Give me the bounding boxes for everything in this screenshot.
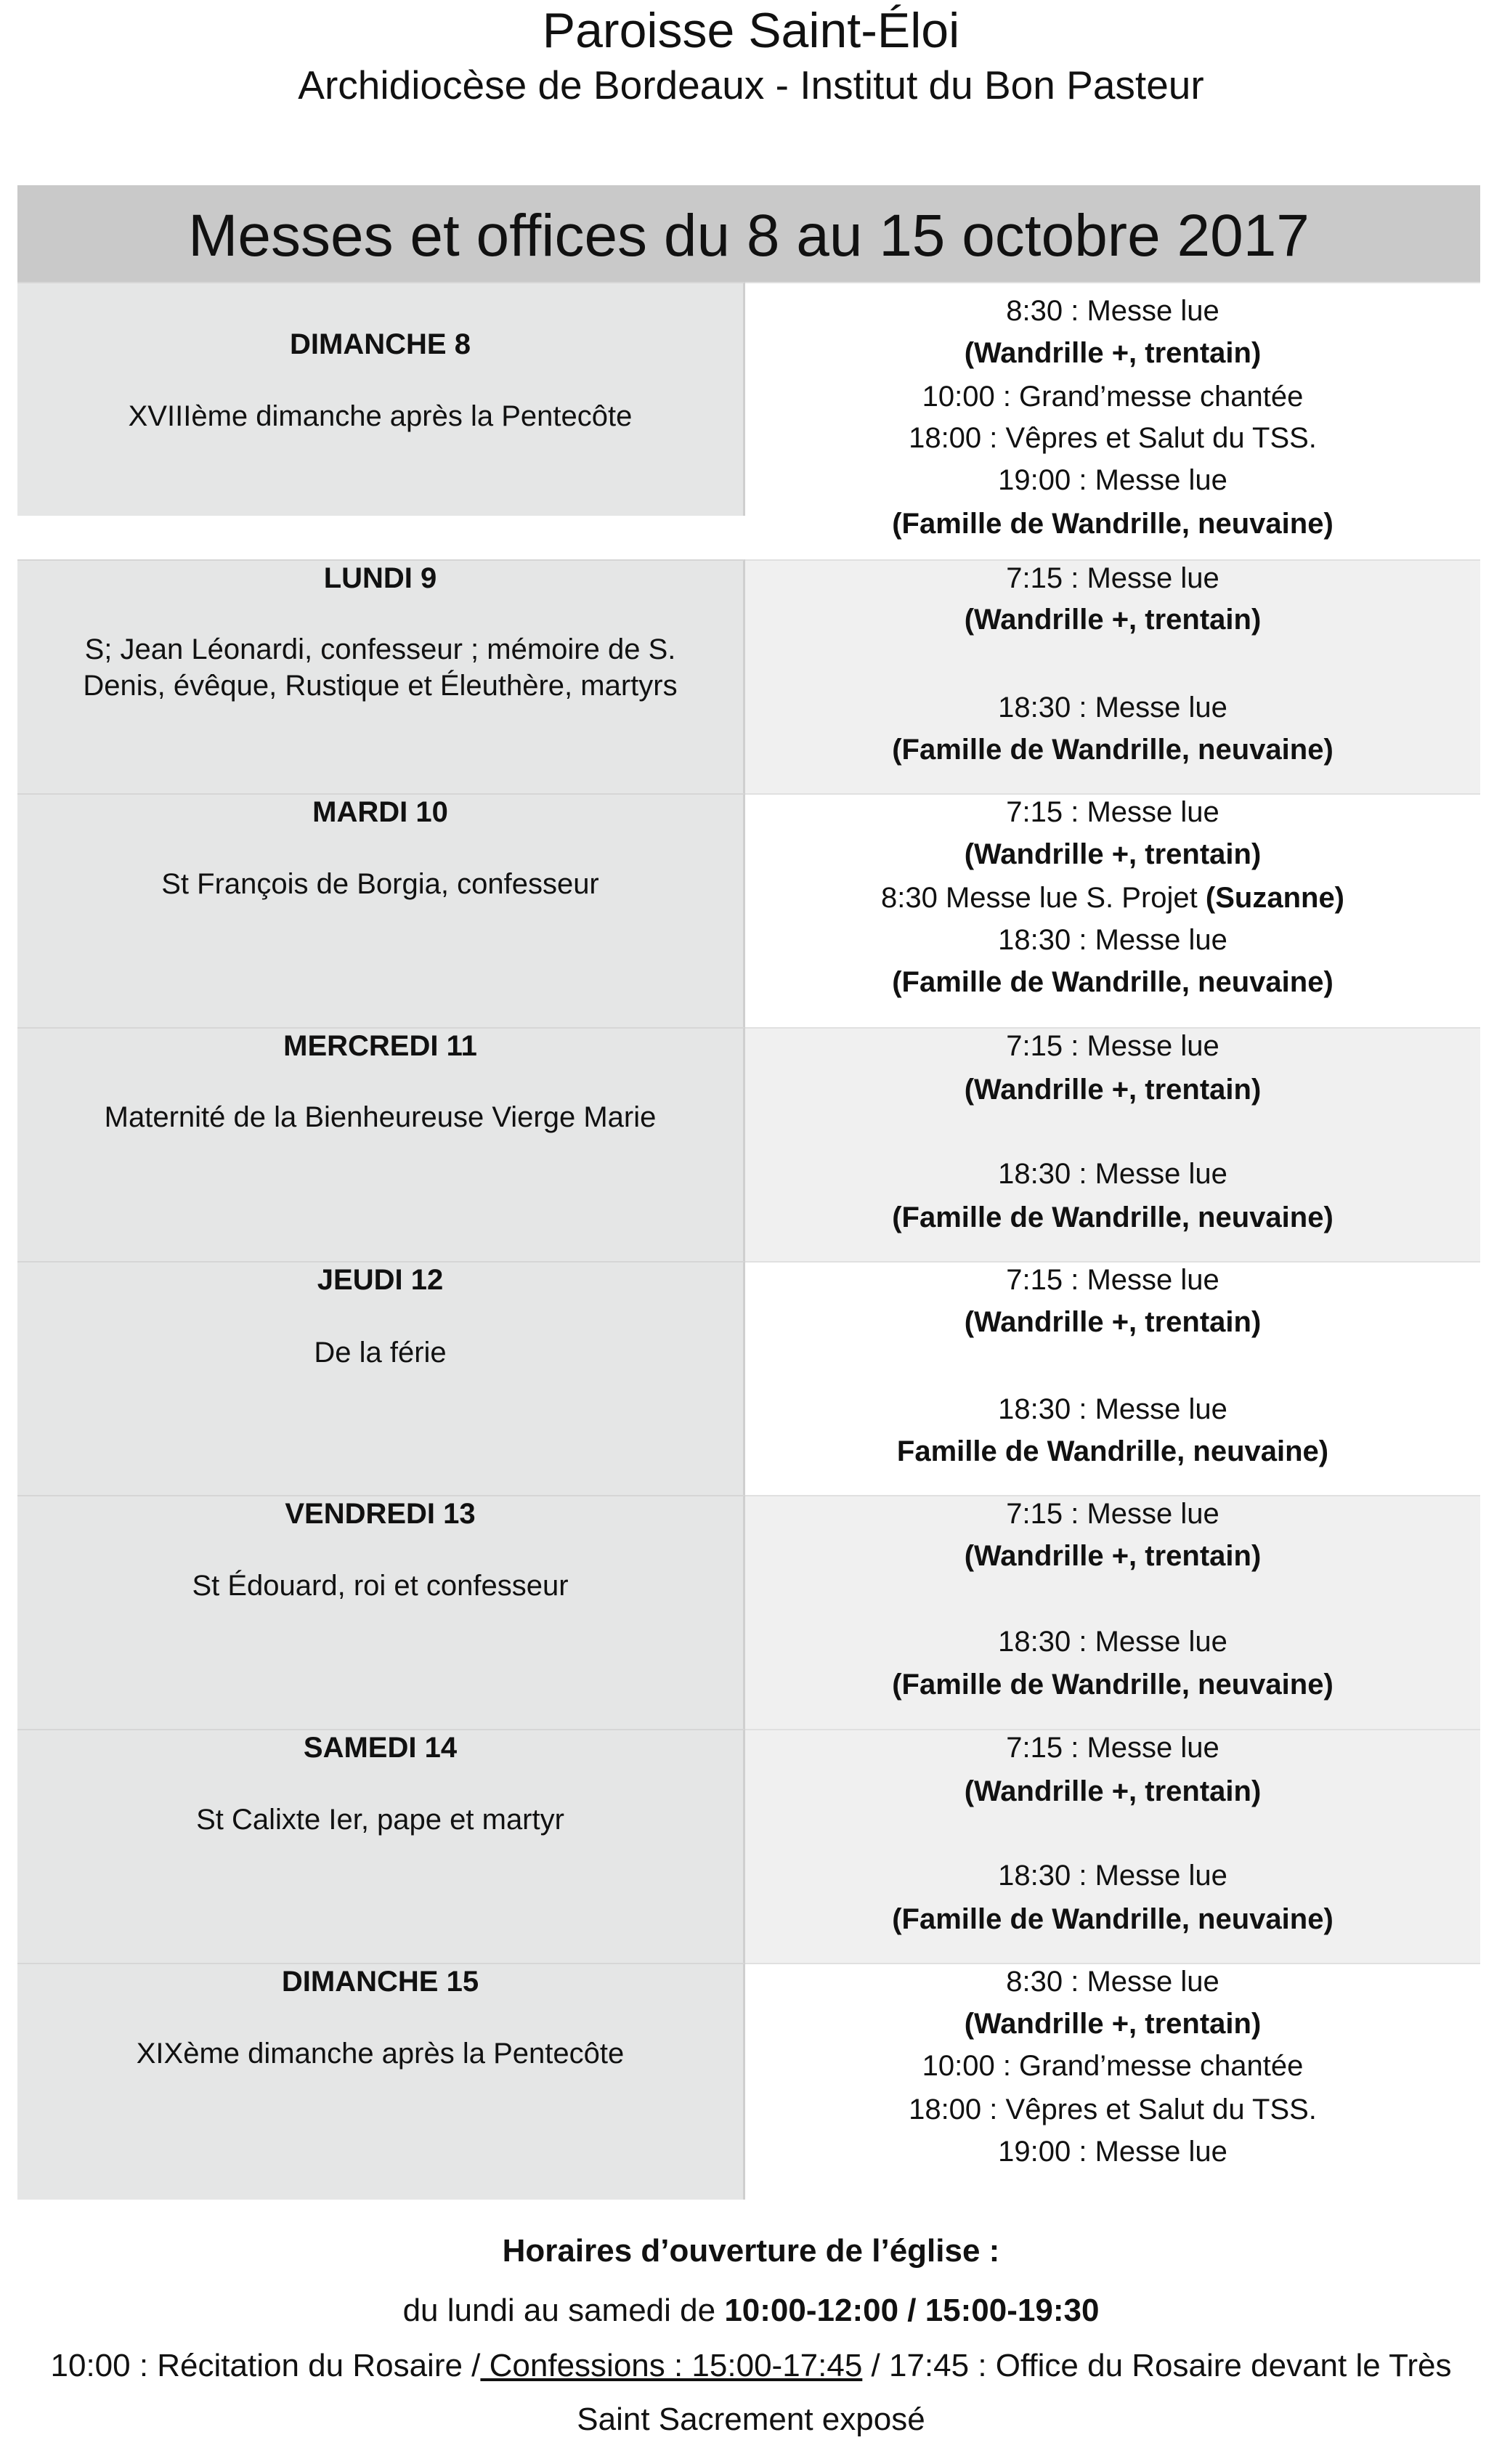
service-intention: (Famille de Wandrille, neuvaine) [892,734,1333,766]
service-line: 7:15 : Messe lue [1006,1498,1219,1530]
service-line: 18:30 : Messe lue [998,1393,1227,1425]
service-line-with-intention [745,880,1480,915]
service-line: 8:30 : Messe lue [1006,295,1219,327]
day-name: DIMANCHE 15 [281,1966,479,1998]
feast-name: Maternité de la Bienheureuse Vierge Marie [104,1101,657,1133]
day-row-dimanche-8 [17,282,1480,540]
rosary-recitation: 10:00 : Récitation du Rosaire / [50,2348,481,2383]
day-cell [17,1495,745,1729]
service-intention: (Wandrille +, trentain) [964,337,1262,369]
service-line: 18:00 : Vêpres et Salut du TSS. [909,2094,1317,2125]
service-intention: (Wandrille +, trentain) [964,1306,1262,1338]
day-name: SAMEDI 14 [303,1732,458,1764]
services-cell [745,1261,1480,1495]
day-name: MERCREDI 11 [283,1030,477,1062]
service-intention: (Wandrille +, trentain) [964,1775,1262,1807]
opening-hours-prefix: du lundi au samedi de [402,2293,725,2328]
service-intention: (Suzanne) [1205,882,1345,914]
day-cell [17,559,745,793]
blessed-sacrament-line: Saint Sacrement exposé [577,2402,925,2437]
service-intention: Famille de Wandrille, neuvaine) [896,1435,1329,1467]
service-line: 8:30 : Messe lue [1006,1966,1219,1998]
services-cell [745,282,1480,540]
service-line: 18:30 : Messe lue [998,1860,1227,1892]
opening-hours-line [0,2291,1502,2330]
service-line: 18:00 : Vêpres et Salut du TSS. [909,422,1317,454]
day-row-mercredi-11 [17,1027,1480,1261]
service-intention: (Famille de Wandrille, neuvaine) [892,1669,1333,1701]
day-row-jeudi-12 [17,1261,1480,1495]
services-cell [745,793,1480,1027]
service-line: 7:15 : Messe lue [1006,1732,1219,1764]
feast-name-line-1: S; Jean Léonardi, confesseur ; mémoire de S. [84,633,676,665]
day-cell [17,1027,745,1261]
day-row-mardi-10 [17,793,1480,1027]
day-row-dimanche-15 [17,1963,1480,2200]
day-name: DIMANCHE 8 [290,328,471,360]
day-name: JEUDI 12 [317,1264,444,1296]
service-intention: (Famille de Wandrille, neuvaine) [892,1903,1333,1935]
service-line: 10:00 : Grand’messe chantée [922,381,1304,413]
service-line: 7:15 : Messe lue [1006,562,1219,594]
feast-name-line-2: Denis, évêque, Rustique et Éleuthère, martyrs [83,670,678,702]
feast-name: St Calixte Ier, pape et martyr [196,1804,564,1836]
day-name: LUNDI 9 [323,562,437,594]
feast-name: St Édouard, roi et confesseur [192,1570,569,1602]
service-line: 7:15 : Messe lue [1006,1264,1219,1296]
service-intention: (Wandrille +, trentain) [964,1540,1262,1572]
day-cell [17,1729,745,1963]
service-intention: (Wandrille +, trentain) [964,838,1262,870]
service-line: 19:00 : Messe lue [998,464,1227,496]
day-cell [17,1261,745,1495]
parish-name: Paroisse Saint-Éloi [542,3,960,58]
day-row-samedi-14 [17,1729,1480,1963]
day-cell [17,793,745,1027]
rosary-confession-line [0,2346,1502,2386]
services-cell [745,1963,1480,2200]
service-line: 7:15 : Messe lue [1006,796,1219,828]
confessions-hours: Confessions : 15:00-17:45 [480,2348,863,2383]
feast-name: St François de Borgia, confesseur [161,868,599,900]
opening-hours-times: 10:00-12:00 / 15:00-19:30 [724,2293,1100,2328]
feast-name: De la férie [314,1337,447,1369]
rosary-office: / 17:45 : Office du Rosaire devant le Très [862,2348,1452,2383]
day-row-lundi-9 [17,559,1480,793]
service-intention: (Wandrille +, trentain) [964,1074,1262,1106]
services-cell [745,1729,1480,1963]
opening-hours-heading: Horaires d’ouverture de l’église : [502,2233,1000,2269]
feast-name: XIXème dimanche après la Pentecôte [136,2038,625,2070]
service-intention: (Famille de Wandrille, neuvaine) [892,1201,1333,1233]
service-intention: (Famille de Wandrille, neuvaine) [892,966,1333,998]
service-line: 18:30 : Messe lue [998,924,1227,956]
service-intention: (Famille de Wandrille, neuvaine) [892,508,1333,540]
services-cell [745,559,1480,793]
day-name: MARDI 10 [312,796,448,828]
mass-schedule-table [17,185,1480,2200]
schedule-title: Messes et offices du 8 au 15 octobre 2017 [17,185,1480,282]
service-line: 18:30 : Messe lue [998,692,1227,724]
service-line: 19:00 : Messe lue [998,2136,1227,2168]
service-line: 18:30 : Messe lue [998,1158,1227,1190]
diocese-subtitle: Archidiocèse de Bordeaux - Institut du Bon Pasteur [298,62,1204,108]
service-line: 7:15 : Messe lue [1006,1030,1219,1062]
feast-name: XVIIIème dimanche après la Pentecôte [128,400,633,432]
service-intention: (Wandrille +, trentain) [964,604,1262,636]
services-cell [745,1027,1480,1261]
service-line: 10:00 : Grand’messe chantée [922,2050,1304,2082]
day-cell [17,1963,745,2200]
day-row-vendredi-13 [17,1495,1480,1729]
service-intention: (Wandrille +, trentain) [964,2008,1262,2040]
services-cell [745,1495,1480,1729]
service-line: 18:30 : Messe lue [998,1626,1227,1658]
service-text: 8:30 Messe lue S. Projet [880,882,1206,914]
day-name: VENDREDI 13 [285,1498,476,1530]
day-cell [17,282,745,516]
